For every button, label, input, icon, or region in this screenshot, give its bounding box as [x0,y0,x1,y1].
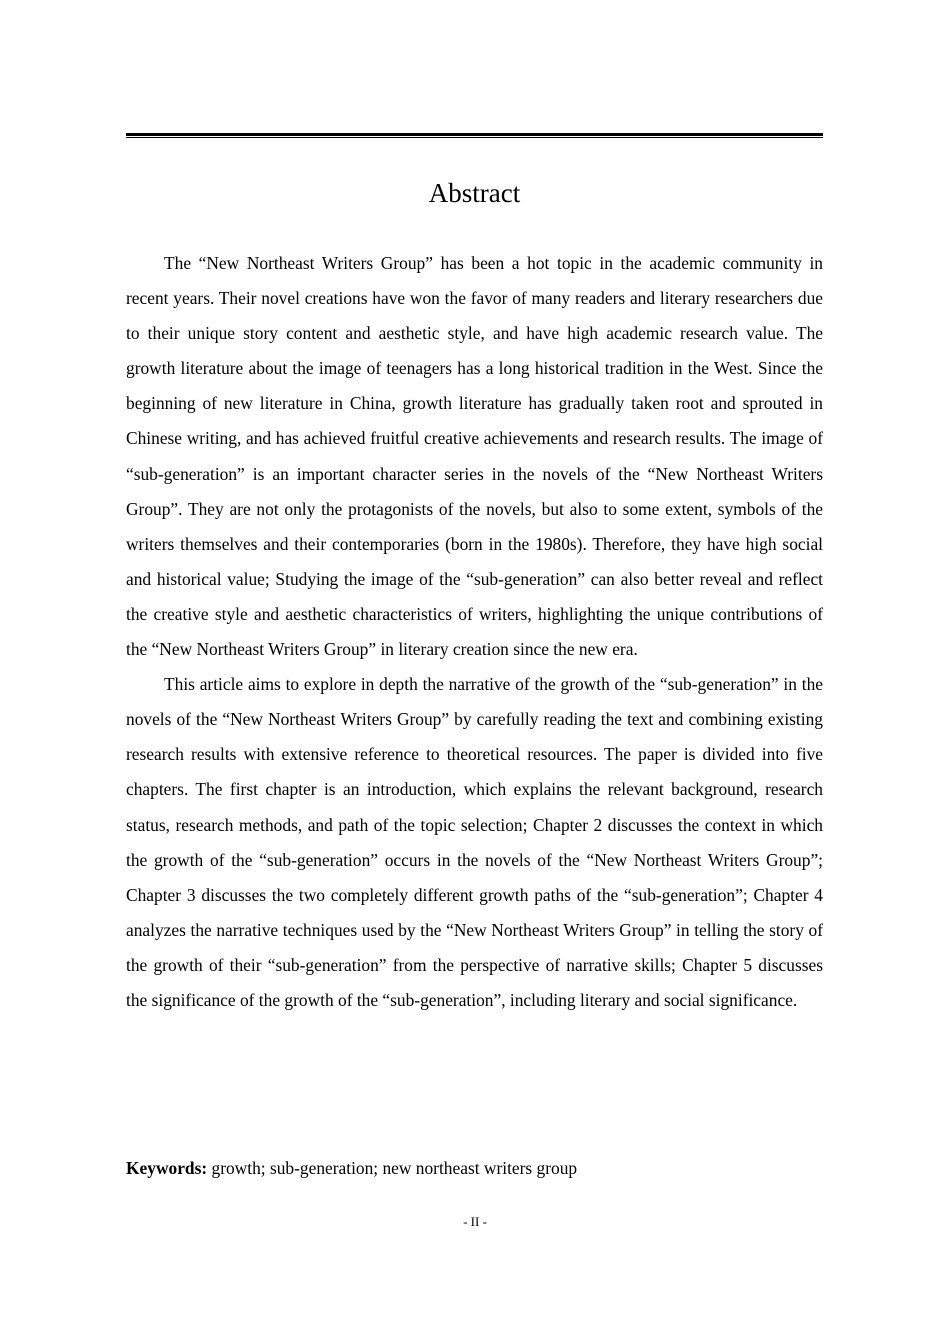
abstract-paragraph-2: This article aims to explore in depth the narrative of the growth of the “sub-generation” in the novels of the “New Northeast Writers Group” by carefully reading the text and combining existing research results with extensive reference to theoretical resources. The paper is divided into five chapters. The first chapter is an introduction, which explains the relevant background, research status, research methods, and path of the topic selection; Chapter 2 discusses the context in which the growth of the “sub-generation” occurs in the novels of the “New Northeast Writers Group”; Chapter 3 discusses the two completely different growth paths of the “sub-generation”; Chapter 4 analyzes the narrative techniques used by the “New Northeast Writers Group” in telling the story of the growth of their “sub-generation” from the perspective of narrative skills; Chapter 5 discusses the significance of the growth of the “sub-generation”, including literary and social significance. [126,674,823,1010]
keywords-text: growth; sub-generation; new northeast writers group [207,1158,578,1178]
page-number: - II - [463,1214,487,1229]
header-double-rule [126,133,823,139]
abstract-title: Abstract [428,178,521,208]
header-rule-thin [126,137,823,138]
keywords-label: Keywords: [126,1158,208,1178]
abstract-paragraph-1: The “New Northeast Writers Group” has been a hot topic in the academic community in recent years. Their novel creations have won the favor of many readers and literary researchers due to their unique story content and aesthetic style, and have high academic research value. The growth literature about the image of teenagers has a long historical tradition in the West. Since the beginning of new literature in China, growth literature has gradually taken root and sprouted in Chinese writing, and has achieved fruitful creative achievements and research results. The image of “sub-generation” is an important character series in the novels of the “New Northeast Writers Group”. They are not only the protagonists of the novels, but also to some extent, symbols of the writers themselves and their contemporaries (born in the 1980s). Therefore, they have high social and historical value; Studying the image of the “sub-generation” can also better reveal and reflect the creative style and aesthetic characteristics of writers, highlighting the unique contributions of the “New Northeast Writers Group” in literary creation since the new era. [126,253,823,660]
keywords-line [126,1153,823,1183]
abstract-body [126,246,823,1018]
header-rule-thick [126,133,823,136]
